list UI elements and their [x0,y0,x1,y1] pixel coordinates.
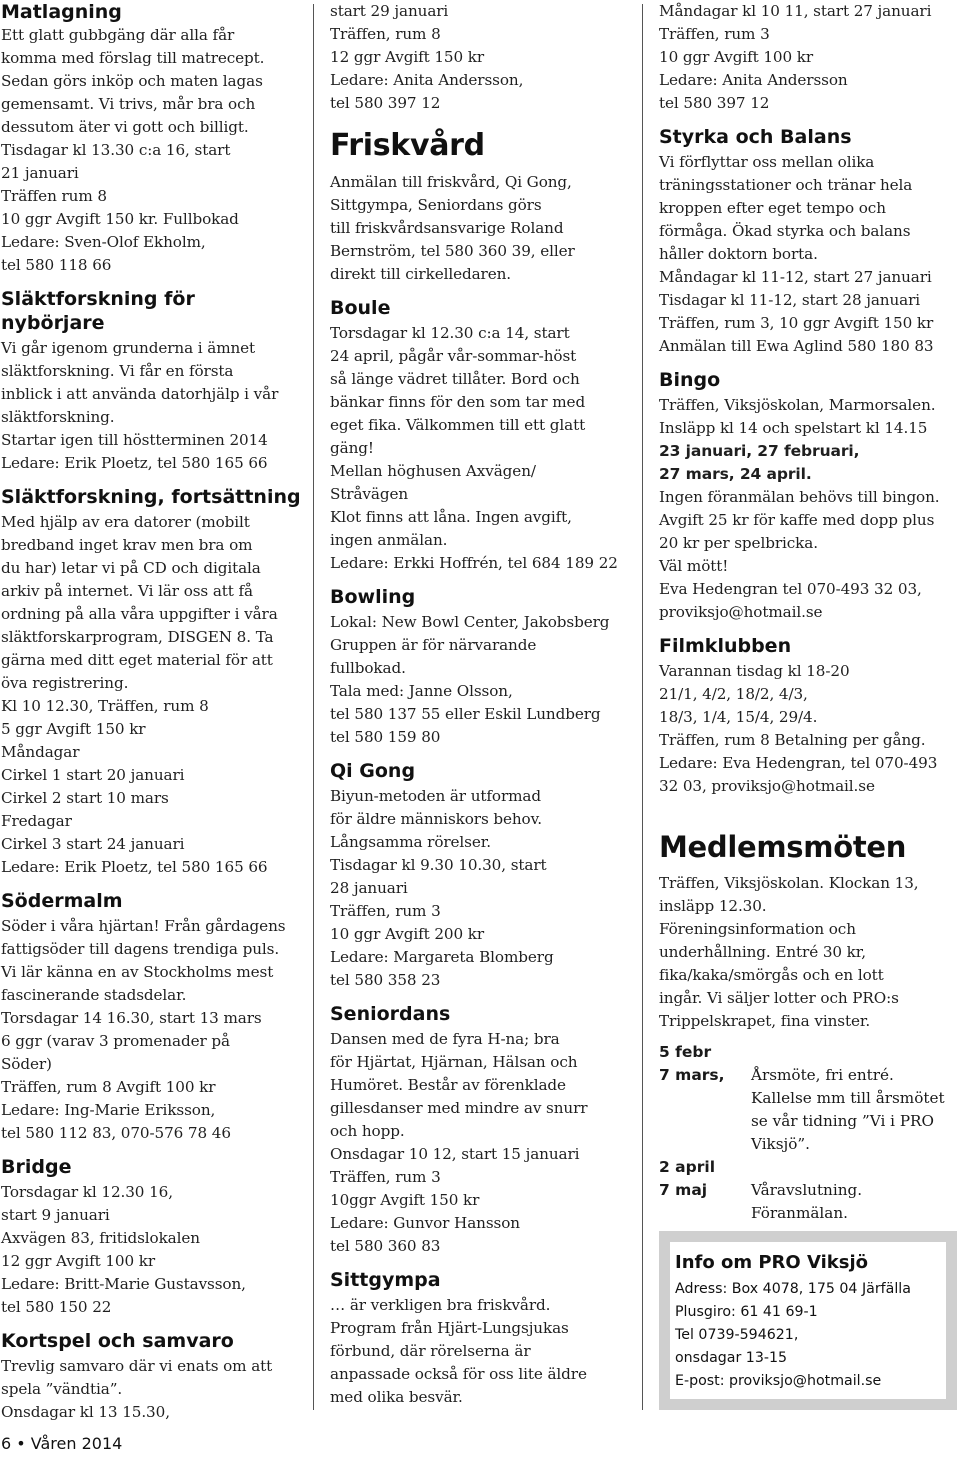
text-line: 23 januari, 27 februari, [659,442,860,460]
text-line: tel 580 159 80 [330,728,441,746]
text-line: Program från Hjärt-Lungsjukas [330,1319,569,1337]
event-date: 5 febr [659,1043,712,1061]
text-line: till friskvårdsansvarige Roland [330,219,564,237]
text-line: start 29 januari [330,2,449,20]
text-filmklubben [659,660,959,798]
text-line: Cirkel 3 start 24 januari [1,835,185,853]
text-slaktforskning-nyborjare [1,337,301,475]
text-line: 21 januari [1,164,79,182]
text-line: bänkar finns för den som tar med [330,393,586,411]
text-line: Kl 10 12.30, Träffen, rum 8 [1,697,209,715]
text-line: Tel 0739-594621, [675,1327,799,1343]
section-continued [330,0,622,115]
text-seniordans [330,1028,622,1258]
section-bingo [659,358,959,624]
event-date: 2 april [659,1158,716,1176]
text-styrka-balans [659,151,959,358]
text-qigong [330,785,622,992]
text-line: Träffen, rum 8 [330,25,441,43]
section-sittgympa [330,1258,622,1409]
event-date [659,1133,751,1156]
text-line: träningsstationer och tränar hela [659,176,913,194]
section-qigong [330,749,622,992]
info-heading: Info om PRO Viksjö [675,1252,868,1273]
text-sodermalm [1,915,301,1145]
text-line: Insläpp kl 14 och spelstart kl 14.15 [659,419,928,437]
text-line: Träffen, rum 8 Avgift 100 kr [1,1078,216,1096]
text-line: Ledare: Erik Ploetz, tel 580 165 66 [1,454,268,472]
text-line: Ledare: Anita Andersson, [330,71,524,89]
text-line: Fredagar [1,812,72,830]
text-line: underhållning. Entré 30 kr, [659,943,867,961]
text-line: Bernström, tel 580 360 39, eller [330,242,575,260]
text-line: Tisdagar kl 9.30 10.30, start [330,856,547,874]
text-line: ingen anmälan. [330,531,448,549]
event-date [659,1202,751,1225]
section-slaktforskning-fortsattning [1,475,301,879]
text-line: Onsdagar 10 12, start 15 januari [330,1145,580,1163]
text-continued-right [659,0,959,115]
text-matlagning [1,24,301,277]
text-continued [330,0,622,115]
text-line: 27 mars, 24 april. [659,465,812,483]
page-footer: 6 • Våren 2014 [1,1434,123,1453]
text-slaktforskning-fortsattning [1,511,301,879]
column-divider [642,4,643,1410]
event-text: Årsmöte, fri entré. [751,1066,894,1084]
text-line: Föreningsinformation och [659,920,856,938]
text-line: tel 580 118 66 [1,256,112,274]
event-text: Kallelse mm till årsmötet [751,1089,945,1107]
text-bowling [330,611,622,749]
event-text [751,1041,959,1064]
text-line: Måndagar [1,743,80,761]
event-row [659,1087,959,1110]
text-line: Cirkel 2 start 10 mars [1,789,169,807]
text-line: Vi går igenom grunderna i ämnet [1,339,256,357]
text-line: Tisdagar kl 13.30 c:a 16, start [1,141,231,159]
heading-kortspel: Kortspel och samvaro [1,1330,234,1352]
text-line: Ledare: Erkki Hoffrén, tel 684 189 22 [330,554,618,572]
text-line: gillesdanser med mindre av snurr [330,1099,588,1117]
text-line: gärna med ditt eget material för att [1,651,273,669]
text-line: Ledare: Erik Ploetz, tel 580 165 66 [1,858,268,876]
heading-medlemsmoten: Medlemsmöten [659,830,907,864]
text-line: Ett glatt gubbgäng där alla får [1,26,235,44]
section-continued-right [659,0,959,115]
column-divider [313,4,314,1410]
text-line: Träffen, Viksjöskolan, Marmorsalen. [659,396,936,414]
text-line: tel 580 397 12 [330,94,441,112]
text-line: fascinerande stadsdelar. [1,986,187,1004]
text-line: Varannan tisdag kl 18-20 [659,662,850,680]
text-line: Adress: Box 4078, 175 04 Järfälla [675,1281,911,1297]
event-row [659,1179,959,1202]
text-line: 24 april, pågår vår-sommar-höst [330,347,577,365]
event-date: 7 maj [659,1181,708,1199]
text-line: Biyun-metoden är utformad [330,787,541,805]
text-line: tel 580 397 12 [659,94,770,112]
text-line: Torsdagar kl 12.30 c:a 14, start [330,324,570,342]
text-line: Ledare: Britt-Marie Gustavsson, [1,1275,246,1293]
text-line: Ledare: Ing-Marie Eriksson, [1,1101,216,1119]
text-line: Långsamma rörelser. [330,833,491,851]
text-line: 12 ggr Avgift 150 kr [330,48,485,66]
text-line: Med hjälp av era datorer (mobilt [1,513,250,531]
event-date [659,1110,751,1133]
text-line: Ledare: Sven-Olof Ekholm, [1,233,206,251]
text-line: Startar igen till höstterminen 2014 [1,431,268,449]
text-line: Måndagar kl 10 11, start 27 januari [659,2,932,20]
event-row [659,1110,959,1133]
text-line: släktforskning. Vi får en första [1,362,234,380]
event-row [659,1041,959,1064]
text-line: Ingen föranmälan behövs till bingon. [659,488,940,506]
heading-sittgympa: Sittgympa [330,1269,441,1291]
text-line: tel 580 137 55 eller Eskil Lundberg [330,705,601,723]
event-text: se vår tidning ”Vi i PRO [751,1112,934,1130]
text-line: fattigsöder till dagens trendiga puls. [1,940,280,958]
text-line: för Hjärtat, Hjärnan, Hälsan och [330,1053,578,1071]
text-line: proviksjo@hotmail.se [659,603,823,621]
text-line: Torsdagar 14 16.30, start 13 mars [1,1009,262,1027]
text-line: släktforskning. [1,408,115,426]
text-line: Klot finns att låna. Ingen avgift, [330,508,572,526]
text-line: Söder) [1,1055,52,1073]
text-line: Träffen, Viksjöskolan. Klockan 13, [659,874,919,892]
text-line: Tala med: Janne Olsson, [330,682,513,700]
text-line: 18/3, 1/4, 15/4, 29/4. [659,708,818,726]
text-line: 20 kr per spelbricka. [659,534,818,552]
text-line: Trippelskrapet, fina vinster. [659,1012,871,1030]
heading-bridge: Bridge [1,1156,72,1178]
heading-matlagning: Matlagning [1,1,122,23]
text-line: Eva Hedengran tel 070-493 32 03, [659,580,922,598]
text-line: Lokal: New Bowl Center, Jakobsberg [330,613,610,631]
text-line: arkiv på internet. Vi lär oss att få [1,582,254,600]
section-bowling [330,575,622,749]
text-line: Gruppen är för närvarande [330,636,537,654]
section-filmklubben [659,624,959,798]
text-line: 12 ggr Avgift 100 kr [1,1252,156,1270]
text-bingo [659,394,959,440]
text-line: 10 ggr Avgift 100 kr [659,48,814,66]
text-line: 10ggr Avgift 150 kr [330,1191,480,1209]
text-line: ingår. Vi säljer lotter och PRO:s [659,989,899,1007]
text-line: tel 580 112 83, 070-576 78 46 [1,1124,231,1142]
text-line: Trevlig samvaro där vi enats om att [1,1357,273,1375]
text-line: Träffen, rum 3 [330,902,441,920]
text-line: 28 januari [330,879,408,897]
event-row [659,1202,959,1225]
text-line: 6 ggr (varav 3 promenader på [1,1032,230,1050]
text-line: Anmälan till friskvård, Qi Gong, [330,173,572,191]
text-line: för äldre människors behov. [330,810,543,828]
column-middle [330,0,622,1409]
text-line: Ledare: Eva Hedengran, tel 070-493 [659,754,938,772]
heading-bowling: Bowling [330,586,416,608]
text-friskvard [330,171,622,286]
text-line: anpassade också för oss lite äldre [330,1365,587,1383]
text-line: Stråvägen [330,485,409,503]
text-line: insläpp 12.30. [659,897,767,915]
section-sodermalm [1,879,301,1145]
text-line: Träffen, rum 3, 10 ggr Avgift 150 kr [659,314,934,332]
text-line: 32 03, proviksjo@hotmail.se [659,777,875,795]
section-friskvard [330,115,622,286]
heading-qigong: Qi Gong [330,760,416,782]
text-line: Plusgiro: 61 41 69-1 [675,1304,818,1320]
text-line: Vi förflyttar oss mellan olika [659,153,875,171]
text-line: direkt till cirkelledaren. [330,265,512,283]
column-right [659,0,959,1225]
text-line: inblick i att använda datorhjälp i vår [1,385,279,403]
text-line: Ledare: Gunvor Hansson [330,1214,520,1232]
text-line: onsdagar 13-15 [675,1350,788,1366]
text-line: kroppen efter eget tempo och [659,199,886,217]
text-line: Träffen, rum 3 [659,25,770,43]
section-bridge [1,1145,301,1319]
bingo-dates [659,440,959,486]
heading-boule: Boule [330,297,391,319]
section-boule [330,286,622,575]
text-line: 5 ggr Avgift 150 kr [1,720,146,738]
text-line: … är verkligen bra friskvård. [330,1296,551,1314]
section-seniordans [330,992,622,1258]
text-line: gäng! [330,439,374,457]
text-line: spela ”vändtia”. [1,1380,123,1398]
text-medlemsmoten [659,872,959,1033]
text-line: Vi lär känna en av Stockholms mest [1,963,274,981]
text-line: tel 580 358 23 [330,971,441,989]
text-line: tel 580 150 22 [1,1298,112,1316]
text-line: Cirkel 1 start 20 januari [1,766,185,784]
event-row [659,1064,959,1087]
text-line: komma med förslag till matrecept. [1,49,265,67]
event-list [659,1033,959,1225]
info-box [659,1231,957,1410]
heading-sodermalm: Södermalm [1,890,123,912]
event-text [751,1156,959,1179]
text-kortspel [1,1355,301,1424]
text-line: Ledare: Margareta Blomberg [330,948,554,966]
text-line: bredband inget krav men bra om [1,536,253,554]
section-medlemsmoten [659,798,959,1225]
text-line: Söder i våra hjärtan! Från gårdagens [1,917,286,935]
info-box-inner [670,1242,946,1399]
text-line: Dansen med de fyra H-na; bra [330,1030,560,1048]
text-line: eget fika. Välkommen till ett glatt [330,416,586,434]
section-styrka-balans [659,115,959,358]
text-bridge [1,1181,301,1319]
text-line: släktforskarprogram, DISGEN 8. Ta [1,628,274,646]
event-row [659,1133,959,1156]
text-line: Sedan görs inköp och maten lagas [1,72,263,90]
text-bingo-details [659,486,959,624]
event-text: Våravslutning. [751,1181,863,1199]
text-line: Humöret. Består av förenklade [330,1076,566,1094]
info-lines [675,1278,946,1393]
text-line: förmåga. Ökad styrka och balans [659,222,911,240]
text-line: Torsdagar kl 12.30 16, [1,1183,173,1201]
text-line: förbund, där rörelserna är [330,1342,531,1360]
text-line: Ledare: Anita Andersson [659,71,848,89]
event-text: Viksjö”. [751,1135,810,1153]
text-line: Träffen, rum 8 Betalning per gång. [659,731,926,749]
text-line: 10 ggr Avgift 150 kr. Fullbokad [1,210,239,228]
text-line: fullbokad. [330,659,406,677]
text-line: du har) letar vi på CD och digitala [1,559,261,577]
text-line: E-post: proviksjo@hotmail.se [675,1373,882,1389]
text-line: dessutom äter vi gott och billigt. [1,118,249,136]
event-date [659,1087,751,1110]
section-slaktforskning-nyborjare [1,277,301,475]
text-line: Måndagar kl 11-12, start 27 januari [659,268,932,286]
event-text: Föranmälan. [751,1204,848,1222]
heading-bingo: Bingo [659,369,721,391]
text-line: 21/1, 4/2, 18/2, 4/3, [659,685,808,703]
text-line: Avgift 25 kr för kaffe med dopp plus [659,511,935,529]
heading-styrka-balans: Styrka och Balans [659,126,852,148]
text-line: med olika besvär. [330,1388,463,1406]
text-line: Axvägen 83, fritidslokalen [1,1229,200,1247]
text-line: Väl mött! [659,557,729,575]
heading-seniordans: Seniordans [330,1003,451,1025]
heading-filmklubben: Filmklubben [659,635,792,657]
heading-slaktforskning-fortsattning: Släktforskning, fortsättning [1,486,301,508]
column-left [1,0,301,1424]
text-line: håller doktorn borta. [659,245,818,263]
text-line: Anmälan till Ewa Aglind 580 180 83 [659,337,934,355]
text-line: ordning på alla våra uppgifter i våra [1,605,278,623]
text-line: Sittgympa, Seniordans görs [330,196,542,214]
text-line: och hopp. [330,1122,405,1140]
text-line: fika/kaka/smörgås och en lott [659,966,884,984]
text-line: Träffen, rum 3 [330,1168,441,1186]
text-line: start 9 januari [1,1206,110,1224]
text-line: så länge vädret tillåter. Bord och [330,370,580,388]
event-date: 7 mars, [659,1066,725,1084]
text-line: 10 ggr Avgift 200 kr [330,925,485,943]
text-line: Tisdagar kl 11-12, start 28 januari [659,291,921,309]
text-sittgympa [330,1294,622,1409]
text-line: gemensamt. Vi trivs, mår bra och [1,95,256,113]
text-line: Träffen rum 8 [1,187,107,205]
section-kortspel [1,1319,301,1424]
heading-slaktforskning-nyborjare: Släktforskning för nybörjare [1,288,195,334]
text-boule [330,322,622,575]
event-row [659,1156,959,1179]
text-line: tel 580 360 83 [330,1237,441,1255]
section-matlagning [1,0,301,277]
text-line: öva registrering. [1,674,129,692]
heading-friskvard: Friskvård [330,128,485,163]
text-line: Mellan höghusen Axvägen/ [330,462,536,480]
text-line: Onsdagar kl 13 15.30, [1,1403,170,1421]
